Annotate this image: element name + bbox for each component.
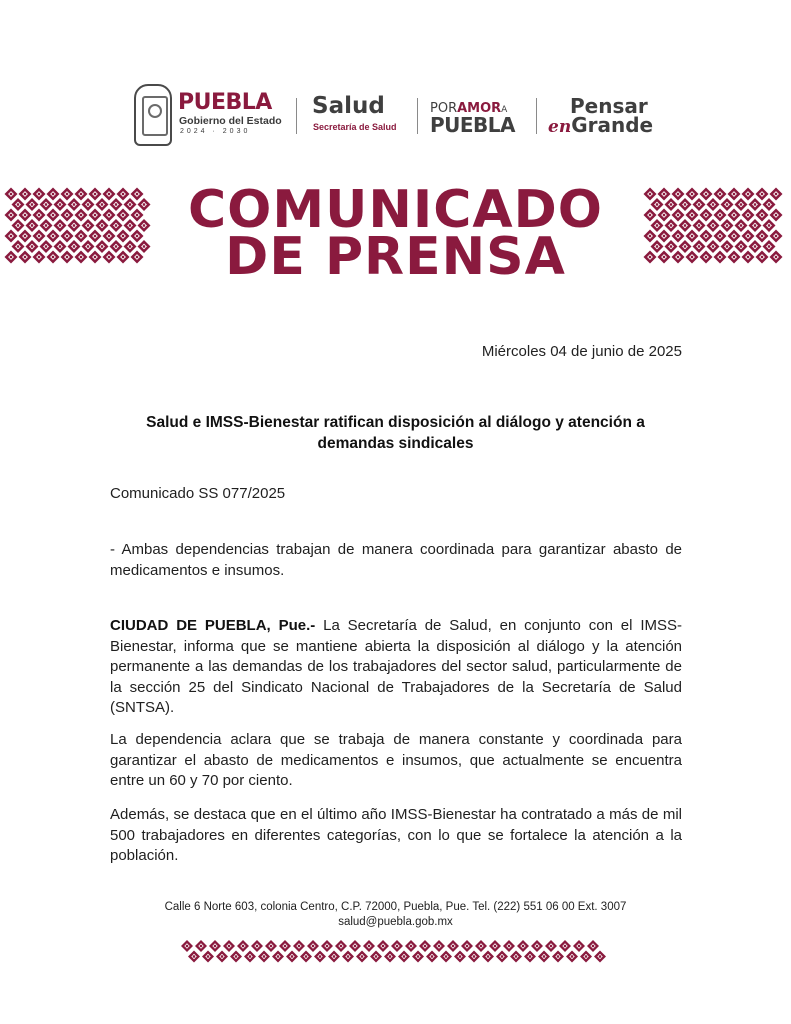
en-grande-logo-text: enGrande: [548, 113, 654, 137]
dateline: CIUDAD DE PUEBLA, Pue.-: [110, 617, 316, 634]
salud-subtitle: Secretaría de Salud: [313, 122, 397, 132]
communique-id: Comunicado SS 077/2025: [110, 485, 286, 502]
header-logos: [134, 84, 664, 150]
salud-logo-text: Salud: [312, 93, 385, 119]
title-line-2: DE PRENSA: [225, 227, 566, 287]
lead-bullet: - Ambas dependencias trabajan de manera coordinada para garantizar abasto de medicamentos e insumos.: [110, 541, 682, 579]
state-seal-icon: [134, 84, 172, 146]
divider: [536, 98, 537, 134]
pensar-logo-text: Pensar: [570, 94, 648, 118]
headline: Salud e IMSS-Bienestar ratifican disposición al diálogo y atención a demandas sindicales: [146, 414, 645, 452]
footer-email: salud@puebla.gob.mx: [338, 916, 453, 928]
gobierno-label: Gobierno del Estado: [179, 115, 282, 127]
paragraph-1-body: La Secretaría de Salud, en conjunto con el IMSS-Bienestar, informa que se mantiene abierta la disposición al diálogo y la atención permanente a las demandas de los trabajadores del sector salud, particularmente de la sección 25 del Sindicato Nacional de Trabajadores de la Secretaría de Salud (SNTSA).: [110, 617, 682, 716]
por-amor-puebla-text: PUEBLA: [430, 113, 516, 137]
years-label: 2024 · 2030: [180, 128, 251, 135]
footer: [0, 900, 791, 930]
press-date: Miércoles 04 de junio de 2025: [481, 343, 682, 360]
footer-address: Calle 6 Norte 603, colonia Centro, C.P. 72000, Puebla, Pue. Tel. (222) 551 06 00 Ext. 3007: [164, 901, 627, 913]
paragraph-3: Además, se destaca que en el último año IMSS-Bienestar ha contratado a más de mil 500 trabajadores en diferentes categorías, con lo que se fortalece la atención a la población.: [110, 806, 682, 864]
por-amor-logo: PORAMORA: [430, 101, 508, 116]
title-line-1: COMUNICADO: [188, 180, 603, 240]
divider: [417, 98, 418, 134]
paragraph-1: [110, 616, 682, 719]
footer-pattern-ornament: [180, 938, 610, 968]
paragraph-2: La dependencia aclara que se trabaja de manera constante y coordinada para garantizar el abasto de medicamentos e insumos, que actualmente se encuentra entre un 60 y 70 por ciento.: [110, 731, 682, 789]
puebla-logo-text: PUEBLA: [178, 90, 272, 115]
divider: [296, 98, 297, 134]
